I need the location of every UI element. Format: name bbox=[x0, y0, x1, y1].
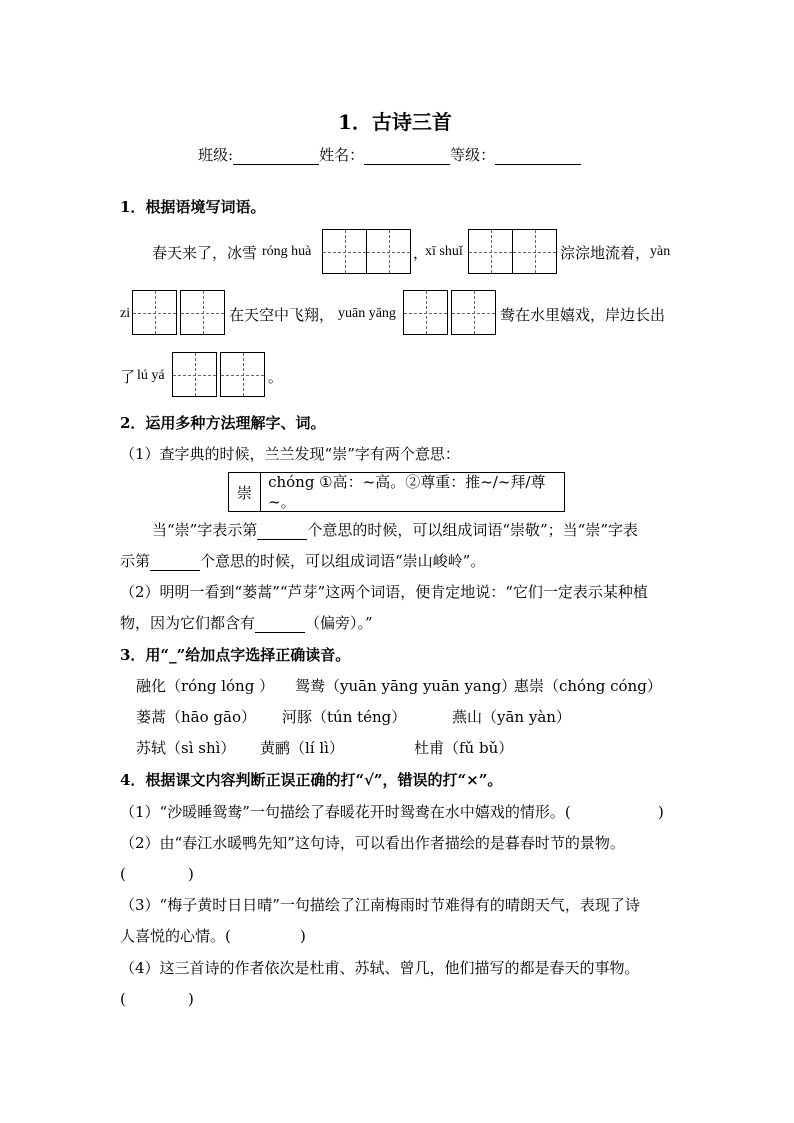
q4-item-1: （1）“沙暖睡鸳鸯”一句描绘了春暖花开时鸳鸯在水中嬉戏的情形。( bbox=[120, 803, 571, 821]
q2-text: 当“崇”字表示第 bbox=[152, 521, 258, 539]
q1-line3-text1: 了 bbox=[120, 368, 136, 386]
q3-item: 蒌蒿（hāo gāo） bbox=[136, 708, 256, 726]
q4-item-2: （2）由“春江水暖鸭先知”这句诗，可以看出作者描绘的是暮春时节的景物。 bbox=[120, 834, 625, 852]
q4-heading: 4．根据课文内容判断正误正确的打“√”，错误的打“×”。 bbox=[120, 771, 503, 789]
grade-label: 等级： bbox=[450, 146, 496, 164]
q2-part2-line2 bbox=[120, 613, 373, 633]
class-field[interactable] bbox=[233, 148, 319, 165]
q3-heading: 3．用“_”给加点字选择正确读音。 bbox=[120, 646, 351, 664]
q2-heading: 2．运用多种方法理解字、词。 bbox=[120, 414, 326, 432]
tian-cell[interactable] bbox=[512, 229, 557, 274]
q1-line1-text3: 淙淙地流着， bbox=[560, 244, 651, 262]
tian-cell[interactable] bbox=[451, 290, 496, 335]
tian-cell[interactable] bbox=[180, 290, 225, 335]
q1-line2-text1: 在天空中飞翔， bbox=[229, 306, 335, 324]
q2-text: 个意思的时候，可以组成词语“崇山峻岭”。 bbox=[200, 552, 486, 570]
tian-cell[interactable] bbox=[132, 290, 177, 335]
q2-part2-line1: （2）明明一看到“蒌蒿”“芦芽”这两个词语，便肯定地说：“它们一定表示某种植 bbox=[120, 583, 648, 601]
answer-blank-radical[interactable] bbox=[255, 616, 305, 633]
q2-part1-intro: （1）查字典的时候，兰兰发现“崇”字有两个意思： bbox=[120, 445, 460, 463]
q2-text: 个意思的时候，可以组成词语“崇敬”；当“崇”字表 bbox=[307, 521, 639, 539]
q3-item: 黄鹂（lí lì） bbox=[260, 739, 344, 757]
tian-cell[interactable] bbox=[468, 229, 513, 274]
q1-pinyin-ronghua: róng huà bbox=[262, 244, 312, 259]
tian-cell[interactable] bbox=[403, 290, 448, 335]
q1-answer-grid-xishui[interactable] bbox=[468, 229, 556, 274]
q4-item-1-answer[interactable]: ) bbox=[658, 803, 664, 821]
name-field[interactable] bbox=[364, 148, 450, 165]
q2-text: （偏旁）。” bbox=[305, 614, 373, 632]
q1-line1-text1: 春天来了，冰雪 bbox=[152, 244, 258, 262]
answer-blank-meaning-2[interactable] bbox=[150, 554, 200, 571]
q1-answer-grid-yanzi[interactable] bbox=[132, 290, 224, 335]
q4-item-2-paren-open[interactable]: ( bbox=[120, 865, 126, 883]
student-info-line bbox=[198, 145, 581, 165]
q4-item-3-line2: 人喜悦的心情。( bbox=[120, 927, 231, 945]
q3-item: 燕山（yān yàn） bbox=[452, 708, 571, 726]
q4-item-2-paren-close[interactable]: ) bbox=[188, 865, 194, 883]
q2-part1-line1 bbox=[152, 520, 638, 540]
q2-part1-line2 bbox=[120, 551, 485, 571]
q2-text: 示第 bbox=[120, 552, 151, 570]
q4-item-4: （4）这三首诗的作者依次是杜甫、苏轼、曾几，他们描写的都是春天的事物。 bbox=[120, 959, 640, 977]
q1-pinyin-yanzi-1: yàn bbox=[650, 244, 671, 259]
dictionary-entry-box bbox=[228, 472, 565, 512]
class-label: 班级: bbox=[198, 146, 234, 164]
tian-cell[interactable] bbox=[366, 229, 411, 274]
q1-pinyin-yanzi-2: zi bbox=[120, 306, 131, 321]
dictionary-char: 崇 bbox=[229, 473, 261, 511]
page-title: 1．古诗三首 bbox=[338, 110, 452, 134]
q3-item: 融化（róng lóng ） bbox=[136, 677, 275, 695]
q4-item-3-line1: （3）“梅子黄时日日晴”一句描绘了江南梅雨时节难得有的晴朗天气，表现了诗 bbox=[120, 896, 640, 914]
q3-item: 惠崇（chóng cóng） bbox=[514, 677, 662, 695]
tian-cell[interactable] bbox=[172, 352, 217, 397]
q1-line3-text2: 。 bbox=[268, 368, 284, 386]
name-label: 姓名： bbox=[319, 146, 365, 164]
q4-item-3-answer[interactable]: ) bbox=[300, 927, 306, 945]
tian-cell[interactable] bbox=[322, 229, 367, 274]
q1-heading: 1．根据语境写词语。 bbox=[120, 198, 266, 216]
tian-cell[interactable] bbox=[220, 352, 265, 397]
dictionary-definition: chóng ①高：~高。②尊重：推~/~拜/尊~。 bbox=[268, 473, 546, 511]
q3-item: 河豚（tún téng） bbox=[282, 708, 407, 726]
grade-field[interactable] bbox=[495, 148, 581, 165]
q4-item-4-paren-close[interactable]: ) bbox=[188, 990, 194, 1008]
q3-item: 苏轼（sì shì） bbox=[136, 739, 236, 757]
q1-answer-grid-luya[interactable] bbox=[172, 352, 264, 397]
q1-line1-text2: ， bbox=[413, 244, 429, 262]
answer-blank-meaning-1[interactable] bbox=[257, 523, 307, 540]
q4-item-4-paren-open[interactable]: ( bbox=[120, 990, 126, 1008]
q1-line2-text2: 鸯在水里嬉戏，岸边长出 bbox=[500, 306, 666, 324]
q1-pinyin-luya: lú yá bbox=[137, 368, 165, 383]
q3-item: 鸳鸯（yuān yāng yuān yang） bbox=[295, 677, 517, 695]
q1-answer-grid-ronghua[interactable] bbox=[322, 229, 410, 274]
q3-item: 杜甫（fǔ bǔ） bbox=[414, 739, 514, 757]
q1-pinyin-xishui: xī shuǐ bbox=[425, 244, 463, 259]
q1-answer-grid-yuanyang[interactable] bbox=[403, 290, 495, 335]
q1-pinyin-yuanyang: yuān yāng bbox=[338, 306, 396, 321]
q2-text: 物，因为它们都含有 bbox=[120, 614, 256, 632]
